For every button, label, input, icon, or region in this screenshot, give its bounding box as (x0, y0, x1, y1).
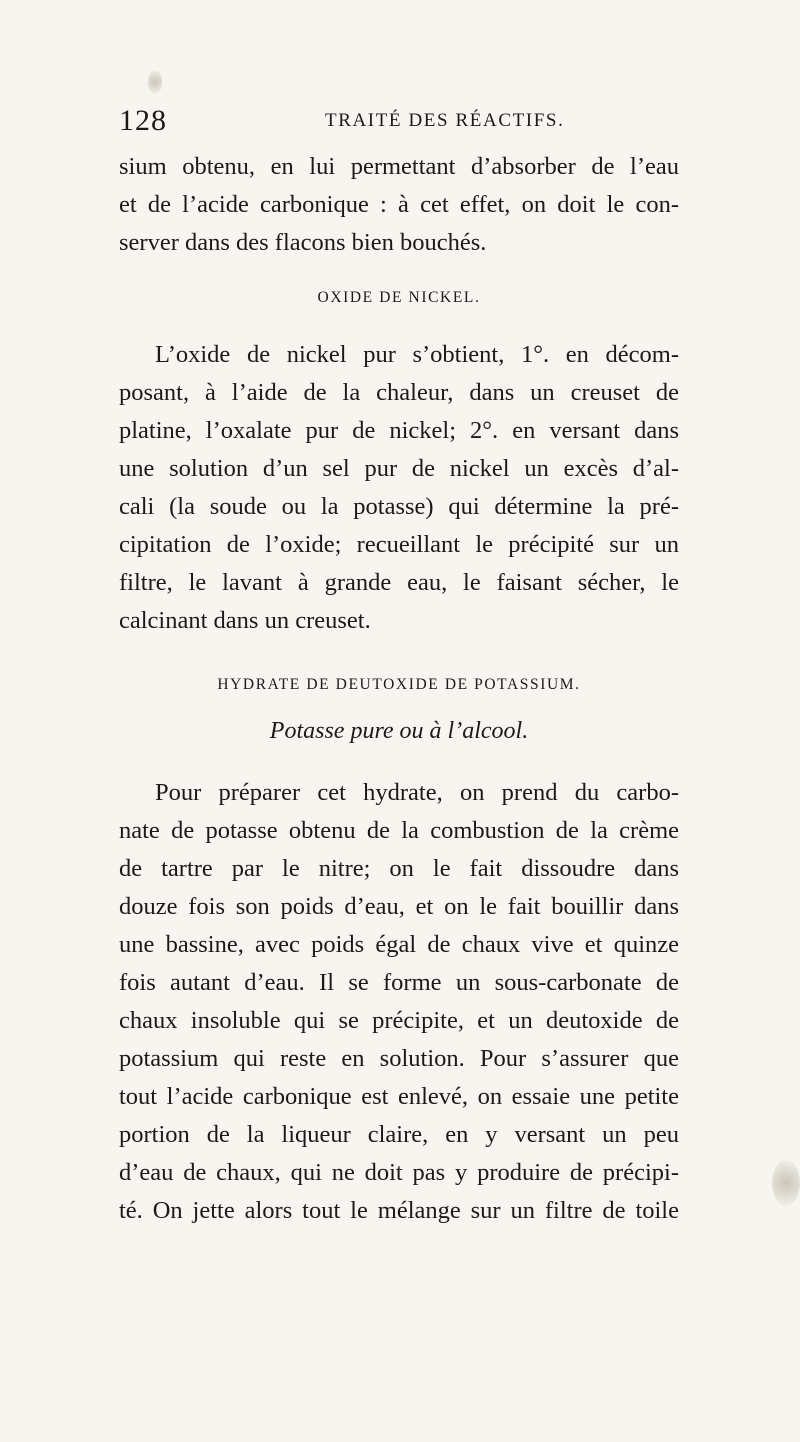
text-line: d’eau de chaux, qui ne doit pas y produire de précipi- (119, 1159, 679, 1186)
text-line: tout l’acide carbonique est enlevé, on essaie une petite (119, 1083, 679, 1110)
paper-stain (148, 70, 162, 94)
running-head: TRAITÉ DES RÉACTIFS. (325, 110, 565, 131)
text-line: potassium qui reste en solution. Pour s’assurer que (119, 1045, 679, 1072)
text-line: une bassine, avec poids égal de chaux vive et quinze (119, 931, 679, 958)
text-line: de tartre par le nitre; on le fait dissoudre dans (119, 855, 679, 882)
paper-stain (772, 1160, 800, 1206)
text-line: nate de potasse obtenu de la combustion de la crème (119, 817, 679, 844)
text-line: et de l’acide carbonique : à cet effet, on doit le con- (119, 191, 679, 218)
section-subtitle: Potasse pure ou à l’alcool. (269, 718, 529, 744)
text-line: Pour préparer cet hydrate, on prend du carbo- (155, 779, 679, 806)
text-line: server dans des flacons bien bouchés. (119, 229, 487, 256)
text-line: cipitation de l’oxide; recueillant le précipité sur un (119, 531, 679, 558)
section-title-hydrate-potassium: HYDRATE DE DEUTOXIDE DE POTASSIUM. (217, 676, 581, 693)
text-line: L’oxide de nickel pur s’obtient, 1°. en décom- (155, 341, 679, 368)
text-line: calcinant dans un creuset. (119, 607, 371, 634)
text-line: posant, à l’aide de la chaleur, dans un creuset de (119, 379, 679, 406)
page-number: 128 (119, 104, 167, 137)
text-line: sium obtenu, en lui permettant d’absorber de l’eau (119, 153, 679, 180)
text-line: douze fois son poids d’eau, et on le fait bouillir dans (119, 893, 679, 920)
page-header (119, 104, 679, 140)
text-line: té. On jette alors tout le mélange sur un filtre de toile (119, 1197, 679, 1224)
text-line: fois autant d’eau. Il se forme un sous-carbonate de (119, 969, 679, 996)
text-line: platine, l’oxalate pur de nickel; 2°. en versant dans (119, 417, 679, 444)
text-line: filtre, le lavant à grande eau, le faisant sécher, le (119, 569, 679, 596)
text-line: cali (la soude ou la potasse) qui détermine la pré- (119, 493, 679, 520)
section-title-oxide-nickel: OXIDE DE NICKEL. (317, 289, 481, 306)
text-line: portion de la liqueur claire, en y versant un peu (119, 1121, 679, 1148)
text-line: une solution d’un sel pur de nickel un excès d’al- (119, 455, 679, 482)
text-line: chaux insoluble qui se précipite, et un deutoxide de (119, 1007, 679, 1034)
